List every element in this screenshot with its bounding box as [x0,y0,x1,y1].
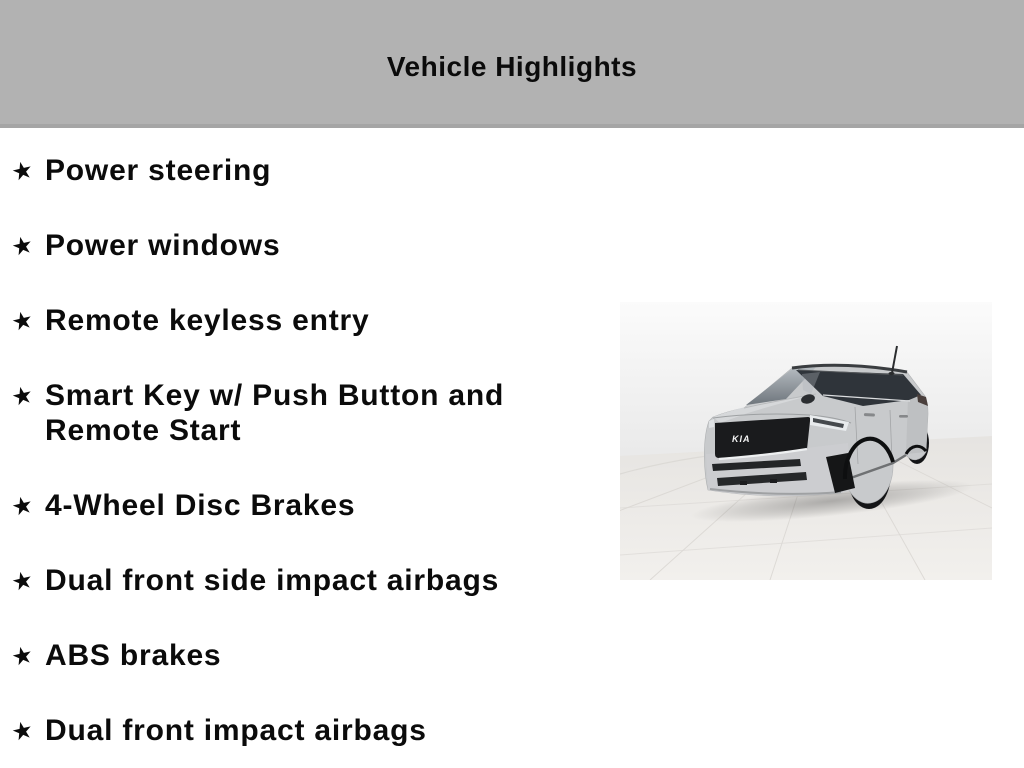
star-icon: ★ [8,715,36,748]
star-icon: ★ [8,305,36,338]
highlight-item [8,713,587,748]
star-icon: ★ [8,490,36,523]
star-icon: ★ [8,155,36,188]
highlight-label: Smart Key w/ Push Button and Remote Start [45,379,505,447]
star-icon: ★ [8,380,36,413]
highlight-label: Dual front side impact airbags [45,564,500,597]
highlight-label: Power windows [45,229,281,262]
highlight-label: Remote keyless entry [45,304,370,337]
highlight-label: Power steering [45,154,272,187]
page-title: Vehicle Highlights [386,51,638,82]
kia-badge: KIA [732,434,751,444]
highlight-item [8,378,587,448]
highlight-label: Dual front impact airbags [45,714,427,747]
highlight-label: 4-Wheel Disc Brakes [45,489,356,522]
highlight-item [8,488,587,523]
header-banner [0,0,1024,128]
vehicle-photo [620,302,992,580]
highlight-item [8,638,587,673]
highlight-item [8,153,587,188]
highlight-item [8,228,587,263]
highlight-label: ABS brakes [45,639,222,672]
highlight-item [8,303,587,338]
star-icon: ★ [8,230,36,263]
highlight-item [8,563,587,598]
star-icon: ★ [8,640,36,673]
highlights-list [8,153,587,768]
suv-illustration [620,302,992,580]
star-icon: ★ [8,565,36,598]
